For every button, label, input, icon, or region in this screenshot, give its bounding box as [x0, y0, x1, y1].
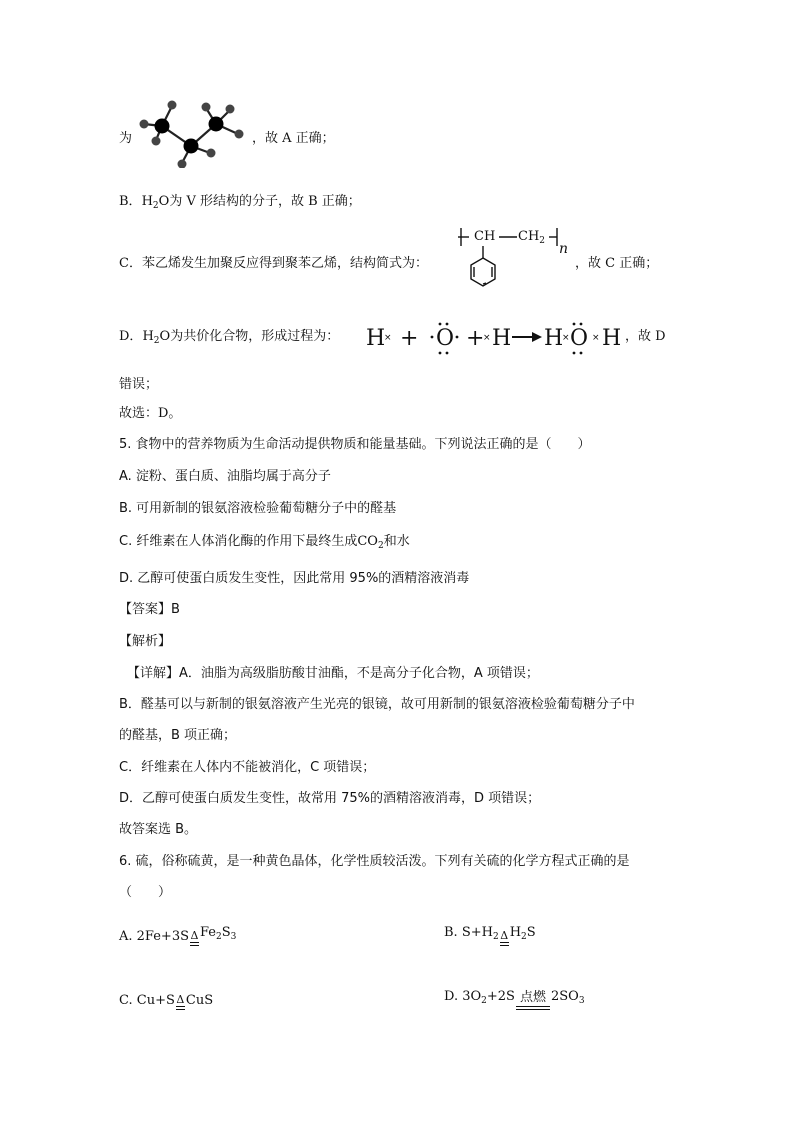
q6-d-label-text: D. 3O — [444, 989, 482, 1004]
q5-detail-2: B．醛基可以与新制的银氨溶液产生光亮的银镜，故可用新制的银氨溶液检验葡萄糖分子中 — [119, 697, 635, 712]
q4-choose: 故选：D。 — [119, 406, 182, 421]
q4-a-wei: 为 — [119, 131, 133, 146]
q5-option-c — [119, 533, 410, 555]
q6-c-condition — [176, 994, 185, 1010]
svg-text:×: × — [384, 333, 392, 343]
q6-a-product: $Fe_2S_3$ — [200, 925, 237, 942]
q6-d-condition — [516, 990, 550, 1010]
poly-ch2: $CH_2$ — [518, 229, 546, 246]
q4-d-tail: ，故 D — [625, 329, 666, 344]
svg-text:H: H — [544, 326, 564, 351]
q6-option-d — [444, 976, 585, 1010]
ignite-label: 点燃 — [519, 990, 546, 1005]
co2-formula: $CO_2$ — [357, 534, 384, 551]
poly-n: n — [559, 241, 569, 257]
q6-b-product: $H_2S$ — [509, 925, 536, 942]
butane-ball-stick-model — [134, 98, 252, 168]
svg-text:×: × — [483, 333, 491, 343]
q5-detail-1: 【详解】A．油脂为高级脂肪酸甘油酯，不是高分子化合物，A 项错误； — [127, 666, 539, 681]
q4-b-formula: $H_2O$ — [141, 194, 170, 211]
heat-symbol: Δ — [190, 929, 199, 942]
q5-detail-3: 的醛基，B 项正确； — [119, 728, 237, 743]
q6-c-label: C. Cu+S — [119, 993, 175, 1008]
q4-d-formula: $H_2O$ — [142, 329, 171, 346]
heat-symbol: Δ — [500, 929, 509, 942]
q6-stem-line2: （ ） — [119, 885, 172, 900]
q6-d-product-so: 2SO — [550, 989, 579, 1004]
poly-ch: CH — [474, 229, 496, 244]
svg-text:H: H — [602, 326, 622, 351]
q6-option-b — [444, 916, 536, 946]
svg-text:+: + — [400, 326, 419, 351]
q4-c-tail: ，故 C 正确； — [575, 256, 659, 271]
heat-symbol: Δ — [176, 993, 185, 1006]
svg-text:O: O — [570, 326, 589, 351]
q6-a-product-fe: Fe — [200, 925, 217, 940]
q5-detail-4: C．纤维素在人体内不能被消化，C 项错误； — [119, 760, 376, 775]
poly-ch2-label: CH — [518, 229, 540, 244]
q5-option-d: D. 乙醇可使蛋白质发生变性，因此常用 95%的酒精溶液消毒 — [119, 571, 470, 586]
q4-a-tail: ，故 A 正确； — [252, 131, 335, 146]
q5-option-b: B. 可用新制的银氨溶液检验葡萄糖分子中的醛基 — [119, 501, 397, 516]
q5-conclusion: 故答案选 B。 — [119, 822, 198, 837]
q5-stem: 5. 食物中的营养物质为生命活动提供物质和能量基础。下列说法正确的是（ ） — [119, 437, 591, 452]
svg-text:O: O — [436, 326, 455, 351]
q6-d-product: $2SO_3$ — [550, 989, 585, 1006]
q6-a-condition — [190, 930, 199, 946]
q6-b-label: B. $S+H_2$ — [444, 925, 499, 942]
q4-b-tail: 为 V 形结构的分子，故 B 正确； — [169, 194, 361, 209]
q5-option-a: A. 淀粉、蛋白质、油脂均属于高分子 — [119, 469, 331, 484]
q4-d-tail2: 错误； — [119, 377, 159, 392]
q5-option-c-tail: 和水 — [383, 534, 410, 549]
q4-option-b — [119, 193, 361, 215]
svg-text:H: H — [366, 326, 386, 351]
svg-text:+: + — [466, 326, 485, 351]
q6-c-product: CuS — [185, 993, 214, 1008]
svg-text:H: H — [492, 326, 512, 351]
q5-detail-5: D．乙醇可使蛋白质发生变性，故常用 75%的酒精溶液消毒，D 项错误； — [119, 791, 541, 806]
q6-b-product-h: H — [509, 925, 522, 940]
q4-b-prefix: B． — [119, 194, 142, 209]
q6-a-label: A. 2Fe+3S — [119, 929, 189, 944]
svg-text:×: × — [592, 333, 600, 343]
q4-d-mid: 为共价化合物，形成过程为： — [170, 329, 340, 344]
q4-option-d — [119, 328, 339, 350]
q5-answer: 【答案】B — [119, 602, 180, 617]
water-formation-lewis-diagram — [362, 318, 622, 356]
q4-c-text: C．苯乙烯发生加聚反应得到聚苯乙烯，结构简式为： — [119, 256, 428, 271]
q6-stem-line1: 6. 硫，俗称硫黄，是一种黄色晶体，化学性质较活泼。下列有关硫的化学方程式正确的是 — [119, 854, 630, 869]
q4-d-prefix: D． — [119, 329, 143, 344]
q5-option-c-text: C. 纤维素在人体消化酶的作用下最终生成 — [119, 534, 358, 549]
q6-option-c — [119, 980, 213, 1010]
q6-d-label: D. $3O_2+2S$ — [444, 989, 515, 1006]
q6-d-label-mid: +2S — [486, 989, 515, 1004]
q6-b-label-text: B. S+H — [444, 925, 493, 940]
q6-b-condition — [500, 930, 509, 946]
polystyrene-structure — [455, 222, 573, 302]
svg-text:×: × — [562, 333, 570, 343]
q6-option-a — [119, 916, 236, 946]
q5-analysis-label: 【解析】 — [119, 634, 172, 649]
